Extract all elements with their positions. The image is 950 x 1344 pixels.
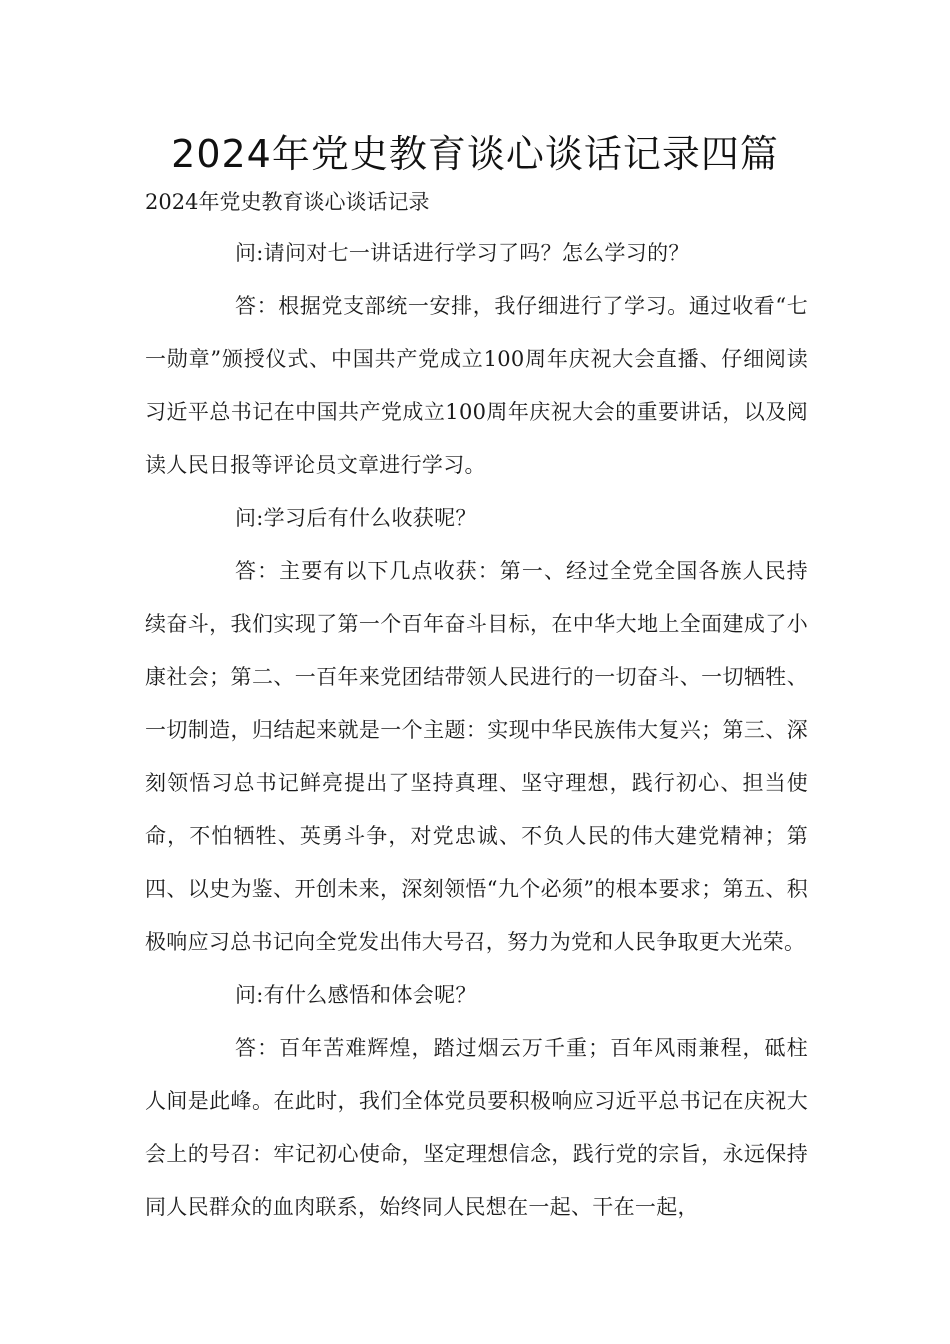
answer-paragraph: 答：根据党支部统一安排，我仔细进行了学习。通过收看“七一勋章”颁授仪式、中国共产党成立100周年庆祝大会直播、仔细阅读习近平总书记在中国共产党成立100周年庆祝大会的重要讲话，以及阅读人民日报等评论员文章进行学习。 bbox=[145, 294, 808, 477]
answer-paragraph: 答：主要有以下几点收获：第一、经过全党全国各族人民持续奋斗，我们实现了第一个百年奋斗目标，在中华大地上全面建成了小康社会；第二、一百年来党团结带领人民进行的一切奋斗、一切牺牲、一切制造，归结起来就是一个主题：实现中华民族伟大复兴；第三、深刻领悟习总书记鲜亮提出了坚持真理、坚守理想，践行初心、担当使命，不怕牺牲、英勇斗争，对党忠诚、不负人民的伟大建党精神；第四、以史为鉴、开创未来，深刻领悟“九个必须”的根本要求；第五、积极响应习总书记向全党发出伟大号召，努力为党和人民争取更大光荣。 bbox=[145, 559, 808, 954]
answer-paragraph: 答：百年苦难辉煌，踏过烟云万千重；百年风雨兼程，砥柱人间是此峰。在此时，我们全体党员要积极响应习近平总书记在庆祝大会上的号召：牢记初心使命，坚定理想信念，践行党的宗旨，永远保持同人民群众的血肉联系，始终同人民想在一起、干在一起， bbox=[145, 1036, 808, 1219]
question-paragraph: 问:学习后有什么收获呢？ bbox=[235, 506, 477, 530]
document-subtitle: 2024年党史教育谈心谈话记录 bbox=[145, 190, 430, 214]
document-title: 2024年党史教育谈心谈话记录四篇 bbox=[171, 132, 779, 176]
question-paragraph: 问:请问对七一讲话进行学习了吗？怎么学习的？ bbox=[235, 241, 690, 265]
document-body bbox=[145, 227, 808, 1234]
question-paragraph: 问:有什么感悟和体会呢？ bbox=[235, 983, 477, 1007]
